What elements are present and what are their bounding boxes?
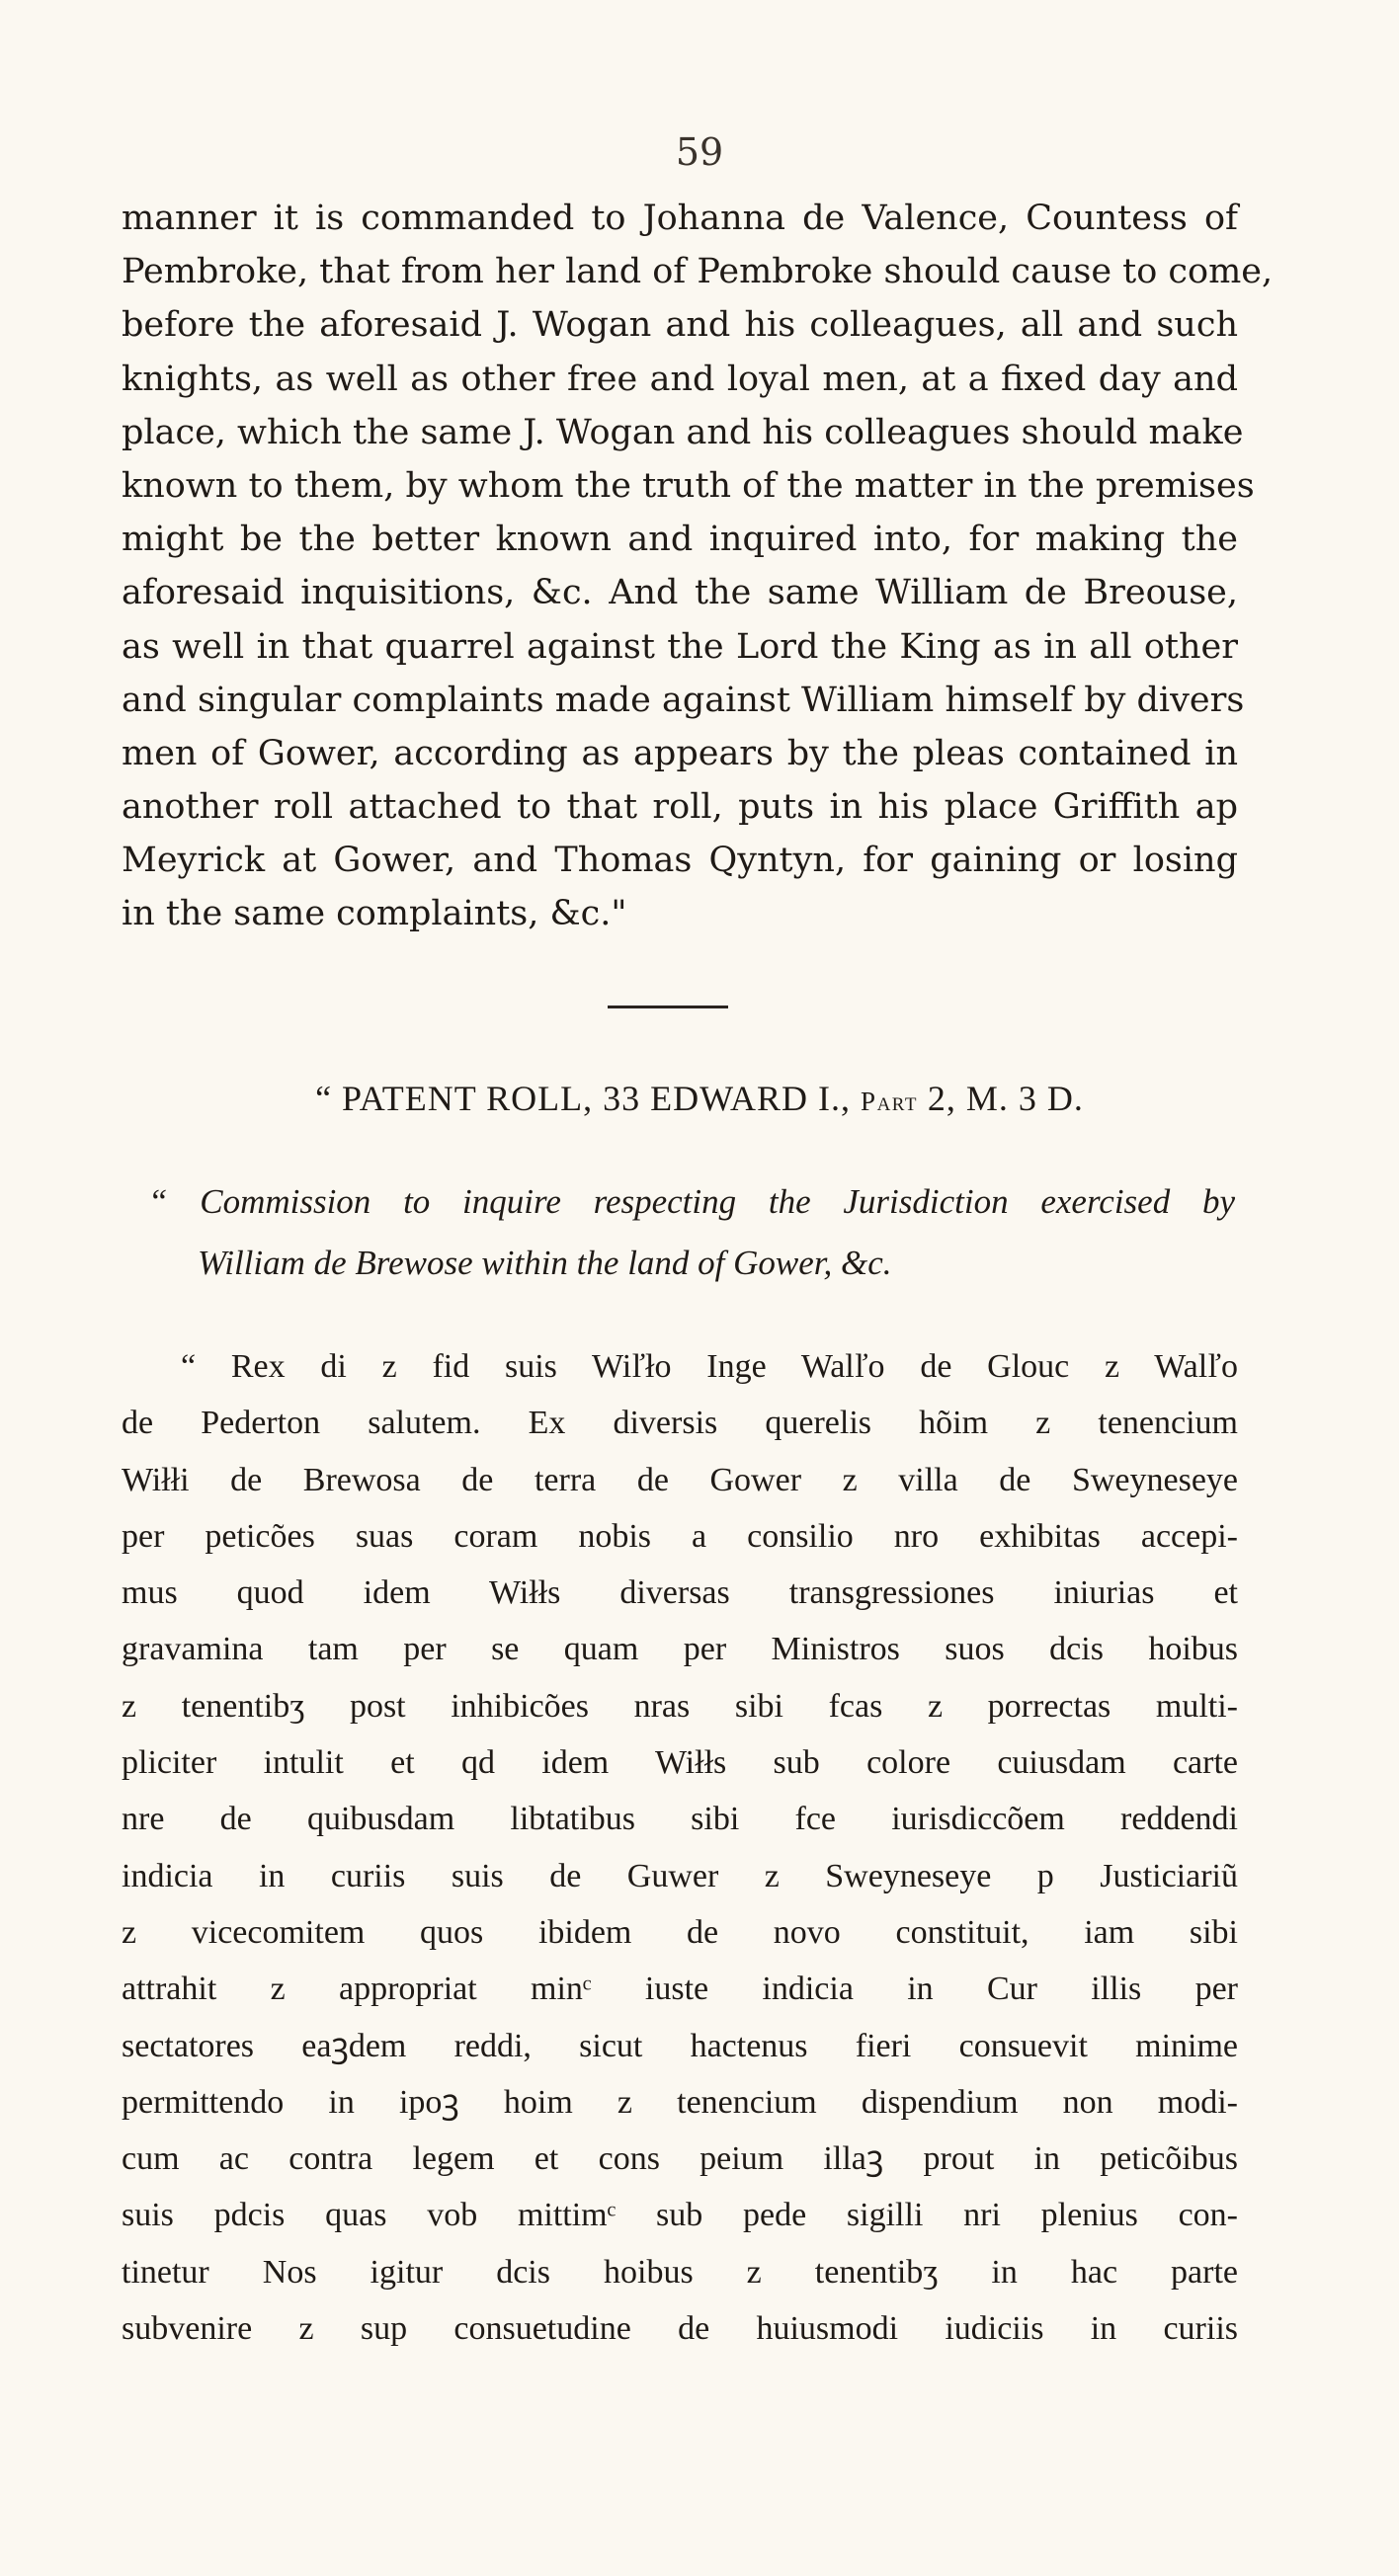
text-line: as well in that quarrel against the Lord the King as in all other: [122, 626, 1238, 667]
text-line: men of Gower, according as appears by the pleas contained in: [122, 733, 1238, 773]
text-line: mus quod idem Wiłłs diversas transgressiones iniurias et: [122, 1574, 1238, 1612]
text-line: z tenentibʒ post inhibicões nras sibi fcas z porrectas multi-: [122, 1687, 1238, 1725]
text-line: attrahit z appropriat minᶜ iuste indicia in Cur illis per: [122, 1971, 1238, 2008]
paragraph-english: [122, 192, 1274, 941]
text-line: nre de quibusdam libtatibus sibi fce iurisdiccõem reddendi: [122, 1801, 1238, 1838]
text-line: Meyrick at Gower, and Thomas Qyntyn, for gaining or losing: [122, 841, 1238, 881]
text-line: z vicecomitem quos ibidem de novo constituit, iam sibi: [122, 1913, 1238, 1951]
text-line: per peticões suas coram nobis a consilio nro exhibitas accepi-: [122, 1517, 1238, 1555]
text-line: might be the better known and inquired into, for making the: [122, 520, 1238, 560]
commission-title: [148, 1171, 1235, 1294]
section-divider: [608, 1006, 728, 1008]
heading-rest: 2, M. 3 D.: [917, 1079, 1084, 1118]
text-line: and singular complaints made against William himself by divers: [122, 680, 1245, 720]
commission-line: “ Commission to inquire respecting the Jurisdiction exercised by: [148, 1182, 1235, 1221]
text-line: before the aforesaid J. Wogan and his colleagues, all and such: [122, 305, 1238, 346]
commission-line: William de Brewose within the land of Gower, &c.: [198, 1244, 892, 1282]
page-number: 59: [675, 130, 724, 174]
text-line: Wiłłi de Brewosa de terra de Gower z villa de Sweyneseye: [122, 1461, 1238, 1498]
text-line: suis pdcis quas vob mittimᶜ sub pede sigilli nri plenius con-: [122, 2197, 1238, 2234]
text-line: permittendo in ipoꝫ hoim z tenencium dispendium non modi-: [122, 2083, 1238, 2121]
text-line: aforesaid inquisitions, &c. And the same William de Breouse,: [122, 573, 1238, 613]
text-line: knights, as well as other free and loyal men, at a fixed day and: [122, 359, 1238, 399]
text-line: subvenire z sup consuetudine de huiusmodi iudiciis in curiis: [122, 2310, 1238, 2348]
text-line: indicia in curiis suis de Guwer z Sweyneseye p Justiciariũ: [122, 1857, 1238, 1894]
heading-part: Part: [861, 1087, 918, 1116]
text-line: sectatores eaꝫdem reddi, sicut hactenus fieri consuevit minime: [122, 2027, 1238, 2064]
text-line: de Pederton salutem. Ex diversis querelis hõim z tenencium: [122, 1405, 1238, 1442]
text-line: Pembroke, that from her land of Pembroke should cause to come,: [122, 252, 1274, 292]
text-line: in the same complaints, &c.": [122, 894, 627, 934]
text-line: known to them, by whom the truth of the matter in the premises: [122, 465, 1255, 506]
heading-main: “ PATENT ROLL, 33 EDWARD I.,: [315, 1079, 862, 1118]
text-line: tinetur Nos igitur dcis hoibus z tenentibʒ in hac parte: [122, 2253, 1238, 2291]
text-line: “ Rex di z fid suis Wiľło Inge Walľo de Glouc z Walľo: [181, 1348, 1238, 1385]
text-line: manner it is commanded to Johanna de Valence, Countess of: [122, 199, 1238, 238]
text-line: cum ac contra legem et cons peium illaꝫ prout in peticõibus: [122, 2140, 1238, 2178]
text-line: another roll attached to that roll, puts in his place Griffith ap: [122, 787, 1238, 828]
paragraph-latin: [122, 1338, 1238, 2357]
section-heading: [0, 1069, 1399, 1131]
text-line: place, which the same J. Wogan and his colleagues should make: [122, 412, 1244, 452]
text-line: pliciter intulit et qd idem Wiłłs sub colore cuiusdam carte: [122, 1744, 1238, 1782]
text-line: gravamina tam per se quam per Ministros suos dcis hoibus: [122, 1631, 1238, 1668]
